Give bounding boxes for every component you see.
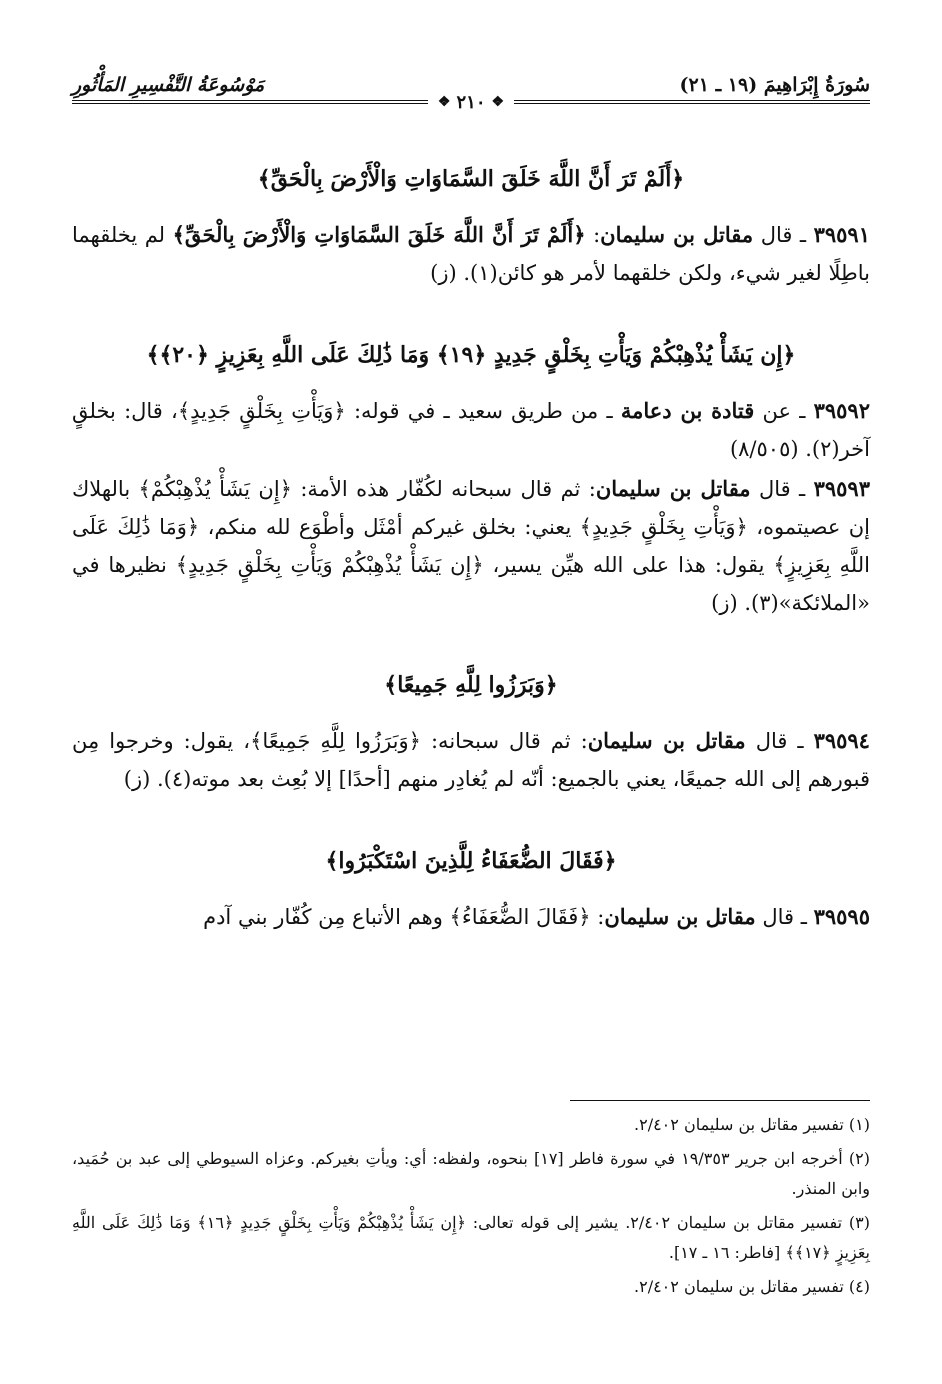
header-rule [72,92,870,112]
narrator-name: مقاتل بن سليمان [600,222,754,247]
ornament-icon: ❖ [437,94,451,110]
ayah-heading: ﴿وَبَرَزُوا لِلَّهِ جَمِيعًا﴾ [384,672,558,698]
narration-entry [72,392,870,468]
footnote: (٢) أخرجه ابن جرير ١٩/٣٥٣ في سورة فاطر [١٧] بنحوه، ولفظه: أي: ويأتِ بغيركم. وعزاه السيوطي إلى عبد بن حُمَيد، وابن المنذر. [72,1149,871,1198]
ornament-icon: ❖ [491,94,505,110]
entry-text: ثم قال سبحانه لكُفّار هذه الأمة: ﴿إِن يَشَأْ يُذْهِبْكُمْ﴾ بالهلاك إن عصيتموه، ﴿وَيَأْتِ بِخَلْقٍ جَدِيدٍ﴾ يعني: بخلق غيركم أمْثَل وأطْوَع لله منكم، ﴿وَمَا ذَٰلِكَ عَلَى اللَّهِ بِعَزِيزٍ﴾ يقول: هذا على الله هيِّن يسير، ﴿إِن يَشَأْ يُذْهِبْكُمْ وَيَأْتِ بِخَلْقٍ جَدِيدٍ﴾ نظيرها في «الملائكة»(٣). (ز) [72,477,870,615]
footnote: (٤) تفسير مقاتل بن سليمان ٢/٤٠٢. [634,1277,870,1296]
page-number: ٢١٠ [456,91,486,113]
ayah-heading: ﴿أَلَمْ تَرَ أَنَّ اللَّهَ خَلَقَ السَّمَاوَاتِ وَالْأَرْضَ بِالْحَقِّ﴾ [257,166,685,192]
narrator-name: قتادة بن دعامة [620,398,755,423]
footnote: (١) تفسير مقاتل بن سليمان ٢/٤٠٢. [634,1115,870,1134]
ayah-heading: ﴿فَقَالَ الضُّعَفَاءُ لِلَّذِينَ اسْتَكْبَرُوا﴾ [325,848,617,874]
work-title: مَوْسُوعَةُ التَّفْسِيرِ المَأْثُورِ [72,74,265,96]
entry-text: ثم قال سبحانه: ﴿وَبَرَزُوا لِلَّهِ جَمِيعًا﴾، يقول: وخرجوا مِن قبورهم إلى الله جميعًا، يعني بالجميع: أنّه لم يُغادِر منهم [أحدًا] إلا بُعِث بعد موته(٤). (ز) [72,729,870,791]
entry-number: ٣٩٥٩٢ [813,398,870,423]
narration-entry: ٣٩٥٩٣ ـ قال مقاتل بن سليمان: ثم قال سبحانه لكُفّار هذه الأمة: ﴿إِن يَشَأْ يُذْهِبْكُمْ﴾ بالهلاك إن عصيتموه، ﴿وَيَأْتِ بِخَلْقٍ جَدِيدٍ﴾ يعني: بخلق غيركم أمْثَل وأطْوَع لله منكم، ﴿وَمَا ذَٰلِكَ عَلَى اللَّهِ بِعَزِيزٍ﴾ يقول: هذا على الله هيِّن يسير، ﴿إِن يَشَأْ يُذْهِبْكُمْ وَيَأْتِ بِخَلْقٍ جَدِيدٍ﴾ نظيرها في «الملائكة»(٣). (ز) [72,476,870,615]
entry-lead: ـ قال [762,905,807,929]
entry-number: ٣٩٥٩١ [813,222,870,247]
footnote: (٣) تفسير مقاتل بن سليمان ٢/٤٠٢. يشير إلى قوله تعالى: ﴿إِن يَشَأْ يُذْهِبْكُمْ وَيَأْتِ بِخَلْقٍ جَدِيدٍ ﴿١٦﴾ وَمَا ذَٰلِكَ عَلَى اللَّهِ بِعَزِيزٍ ﴿١٧﴾﴾ [فاطر: ١٦ ـ ١٧]. [72,1213,870,1262]
entry-number: ٣٩٥٩٤ [813,728,870,753]
entry-number: ٣٩٥٩٥ [813,904,870,929]
entry-lead: ـ قال [755,729,804,753]
narration-entry: ٣٩٥٩١ ـ قال مقاتل بن سليمان: ﴿أَلَمْ تَرَ أَنَّ اللَّهَ خَلَقَ السَّمَاوَاتِ وَالْأَرْضَ بِالْحَقِّ﴾ لم يخلقهما باطِلًا لغير شيء، ولكن خلقهما لأمر هو كائن(١). (ز) [72,222,870,285]
rule-line-left [72,100,428,104]
page-number-block [428,92,514,113]
surah-title: سُورَةُ إِبْرَاهِيمَ (١٩ ـ ٢١) [679,74,870,96]
entry-text: ﴿فَقَالَ الضُّعَفَاءُ﴾ وهم الأتباع مِن كُفّار بني آدم [203,905,591,929]
entry-text: ـ من طريق سعيد ـ في قوله: ﴿وَيَأْتِ بِخَلْقٍ جَدِيدٍ﴾، قال: بخلقٍ آخر(٢). (٨/٥٠٥) [72,399,870,461]
footnote-separator [570,1100,870,1101]
narrator-name: مقاتل بن سليمان [595,476,751,501]
entry-lead: ـ عن [762,399,806,423]
narrator-name: مقاتل بن سليمان [604,904,756,929]
entry-text: لم يخلقهما باطِلًا لغير شيء، ولكن خلقهما لأمر هو كائن(١). (ز) [72,223,870,285]
narration-entry: ٣٩٥٩٤ ـ قال مقاتل بن سليمان: ثم قال سبحانه: ﴿وَبَرَزُوا لِلَّهِ جَمِيعًا﴾، يقول: وخرجوا مِن قبورهم إلى الله جميعًا، يعني بالجميع: أنّه لم يُغادِر منهم [أحدًا] إلا بُعِث بعد موته(٤). (ز) [72,728,870,791]
narration-entry: ٣٩٥٩٥ ـ قال مقاتل بن سليمان: ﴿فَقَالَ الضُّعَفَاءُ﴾ وهم الأتباع مِن كُفّار بني آدم [203,904,870,929]
quran-quote: ﴿أَلَمْ تَرَ أَنَّ اللَّهَ خَلَقَ السَّمَاوَاتِ وَالْأَرْضَ بِالْحَقِّ﴾ [172,222,586,247]
rule-line-right [514,100,870,104]
footnotes [72,1110,870,1302]
entry-lead: ـ قال [758,477,806,501]
main-content [72,150,870,938]
ayah-heading: ﴿إِن يَشَأْ يُذْهِبْكُمْ وَيَأْتِ بِخَلْقٍ جَدِيدٍ ﴿١٩﴾ وَمَا ذَٰلِكَ عَلَى اللَّهِ بِعَزِيزٍ ﴿٢٠﴾﴾ [146,342,796,368]
entry-number: ٣٩٥٩٣ [813,476,870,501]
entry-lead: ـ قال [760,223,807,247]
narrator-name: مقاتل بن سليمان [587,728,746,753]
